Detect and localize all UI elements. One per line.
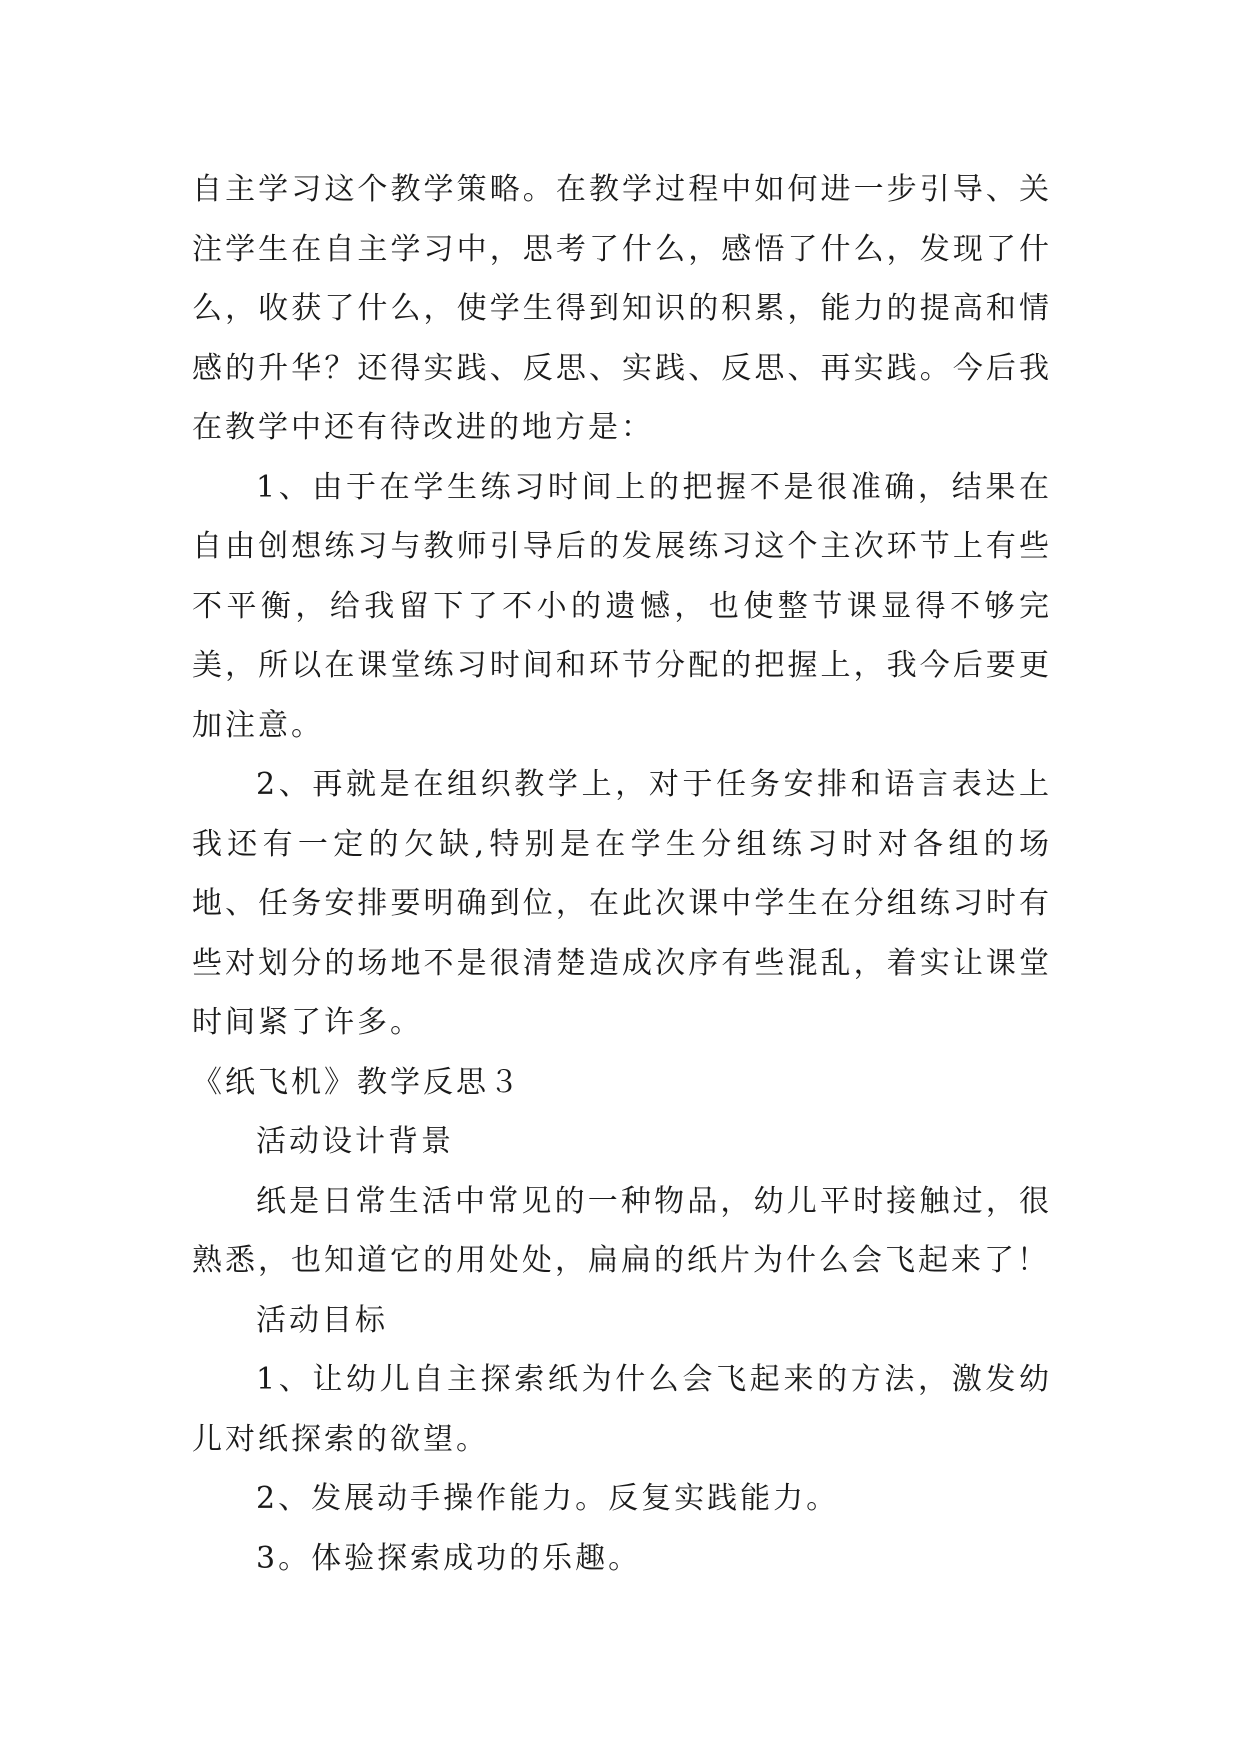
goal-item-1: 1、让幼儿自主探索纸为什么会飞起来的方法，激发幼儿对纸探索的欲望。	[192, 1362, 1052, 1457]
subheading-background: 活动设计背景	[256, 1124, 454, 1159]
subheading-goals: 活动目标	[256, 1302, 388, 1338]
paragraph-point-2: 2、再就是在组织教学上，对于任务安排和语言表达上我还有一定的欠缺,特别是在学生分组练习时对各组的场地、任务安排要明确到位，在此次课中学生在分组练习时有些对划分的场地不是很清楚造成次序有些混乱，着实让课堂时间紧了许多。	[192, 767, 1052, 1040]
paragraph-point-1: 1、由于在学生练习时间上的把握不是很准确，结果在自由创想练习与教师引导后的发展练习这个主次环节上有些不平衡，给我留下了不小的遗憾，也使整节课显得不够完美，所以在课堂练习时间和环节分配的把握上，我今后要更加注意。	[192, 469, 1052, 743]
goal-item-3: 3。体验探索成功的乐趣。	[256, 1540, 642, 1576]
paragraph-background: 纸是日常生活中常见的一种物品，幼儿平时接触过，很熟悉，也知道它的用处处，扁扁的纸片为什么会飞起来了！	[192, 1183, 1052, 1278]
section-title: 《纸飞机》教学反思３	[192, 1064, 522, 1100]
document-body	[192, 160, 1052, 1588]
paragraph-continuation: 自主学习这个教学策略。在教学过程中如何进一步引导、关注学生在自主学习中，思考了什么，感悟了什么，发现了什么，收获了什么，使学生得到知识的积累，能力的提高和情感的升华？还得实践、反思、实践、反思、再实践。今后我在教学中还有待改进的地方是：	[192, 172, 1052, 445]
goal-item-2: 2、发展动手操作能力。反复实践能力。	[256, 1481, 840, 1516]
